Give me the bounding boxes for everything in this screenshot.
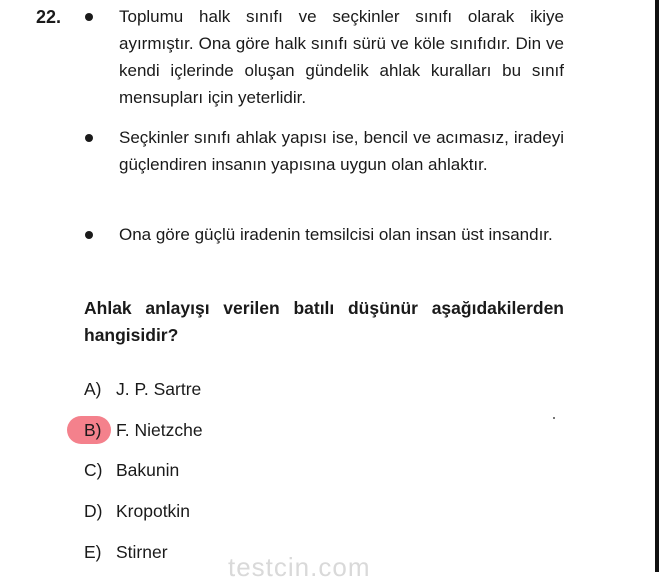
question-number: 22. [36, 7, 62, 27]
watermark: testcin.com [228, 552, 371, 582]
option-text: Bakunin [116, 460, 180, 480]
option-a[interactable] [84, 377, 201, 401]
option-d[interactable] [84, 499, 190, 523]
bullet-text-1: Toplumu halk sınıfı ve seçkinler sınıfı olarak ikiye ayırmıştır. Ona göre halk sınıfı sürü ve köle sınıfıdır. Din ve kendi içlerinde oluşan gündelik ahlak kuralları bu sınıf mensupları için yeterlidir. [119, 7, 564, 107]
option-text: Kropotkin [116, 501, 190, 521]
option-letter: B) [84, 420, 102, 440]
option-b[interactable] [84, 418, 203, 442]
option-letter: A) [84, 379, 102, 399]
option-text: Stirner [116, 542, 168, 562]
bullet-dot-1 [85, 13, 93, 21]
option-e[interactable] [84, 540, 168, 564]
question-prompt: Ahlak anlayışı verilen batılı düşünür aşağıdakilerden hangisidir? [84, 298, 564, 345]
bullet-dot-2 [85, 134, 93, 142]
option-text: F. Nietzche [116, 420, 203, 440]
scan-speck [553, 417, 555, 419]
option-c[interactable] [84, 458, 179, 482]
option-letter: C) [84, 460, 103, 480]
option-letter: E) [84, 542, 102, 562]
page-edge-rule [655, 0, 659, 572]
option-letter: D) [84, 501, 103, 521]
bullet-text-3: Ona göre güçlü iradenin temsilcisi olan insan üst insandır. [119, 225, 553, 244]
option-text: J. P. Sartre [116, 379, 202, 399]
bullet-dot-3 [85, 231, 93, 239]
bullet-text-2: Seçkinler sınıfı ahlak yapısı ise, bencil ve acımasız, iradeyi güçlendiren insanın yapısına uygun olan ahlaktır. [119, 128, 564, 174]
